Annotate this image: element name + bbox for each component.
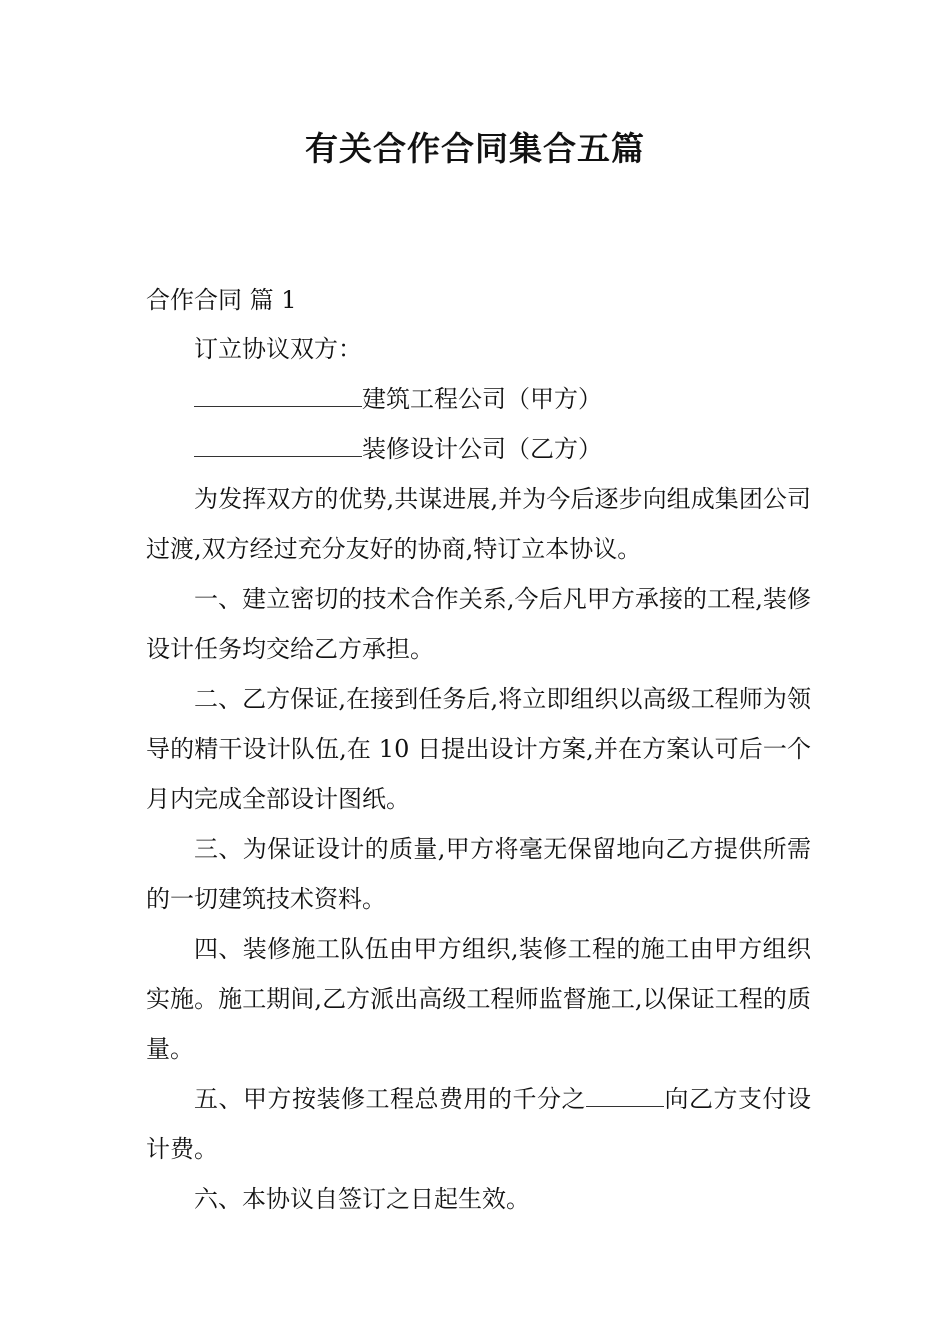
clause-2: 二、乙方保证,在接到任务后,将立即组织以高级工程师为领导的精干设计队伍,在 10 日提出设计方案,并在方案认可后一个月内完成全部设计图纸。 (146, 685, 811, 813)
party-b-blank (194, 432, 362, 457)
clause-4: 四、装修施工队伍由甲方组织,装修工程的施工由甲方组织实施。施工期间,乙方派出高级工程师监督施工,以保证工程的质量。 (146, 935, 811, 1063)
document-title: 有关合作合同集合五篇 (305, 129, 645, 168)
clause-3: 三、为保证设计的质量,甲方将毫无保留地向乙方提供所需的一切建筑技术资料。 (146, 835, 811, 913)
clause-5-after: 向乙方支付设计费。 (146, 1085, 811, 1163)
clause-5-before: 五、甲方按装修工程总费用的千分之 (194, 1085, 586, 1113)
party-a-label: 建筑工程公司（甲方） (362, 385, 602, 413)
parties-intro: 订立协议双方： (194, 335, 362, 363)
intro-paragraph: 为发挥双方的优势,共谋进展,并为今后逐步向组成集团公司过渡,双方经过充分友好的协商,特订立本协议。 (146, 485, 811, 563)
party-a-line (146, 374, 811, 424)
clause-6: 六、本协议自签订之日起生效。 (194, 1185, 530, 1213)
document-body (146, 276, 811, 1224)
fee-ratio-blank (586, 1082, 664, 1107)
party-b-label: 装修设计公司（乙方） (362, 435, 602, 463)
section-heading: 合作合同 篇 1 (146, 286, 297, 314)
party-b-line (146, 424, 811, 474)
party-a-blank (194, 382, 362, 407)
clause-1: 一、建立密切的技术合作关系,今后凡甲方承接的工程,装修设计任务均交给乙方承担。 (146, 585, 811, 663)
clause-5 (146, 1074, 811, 1174)
